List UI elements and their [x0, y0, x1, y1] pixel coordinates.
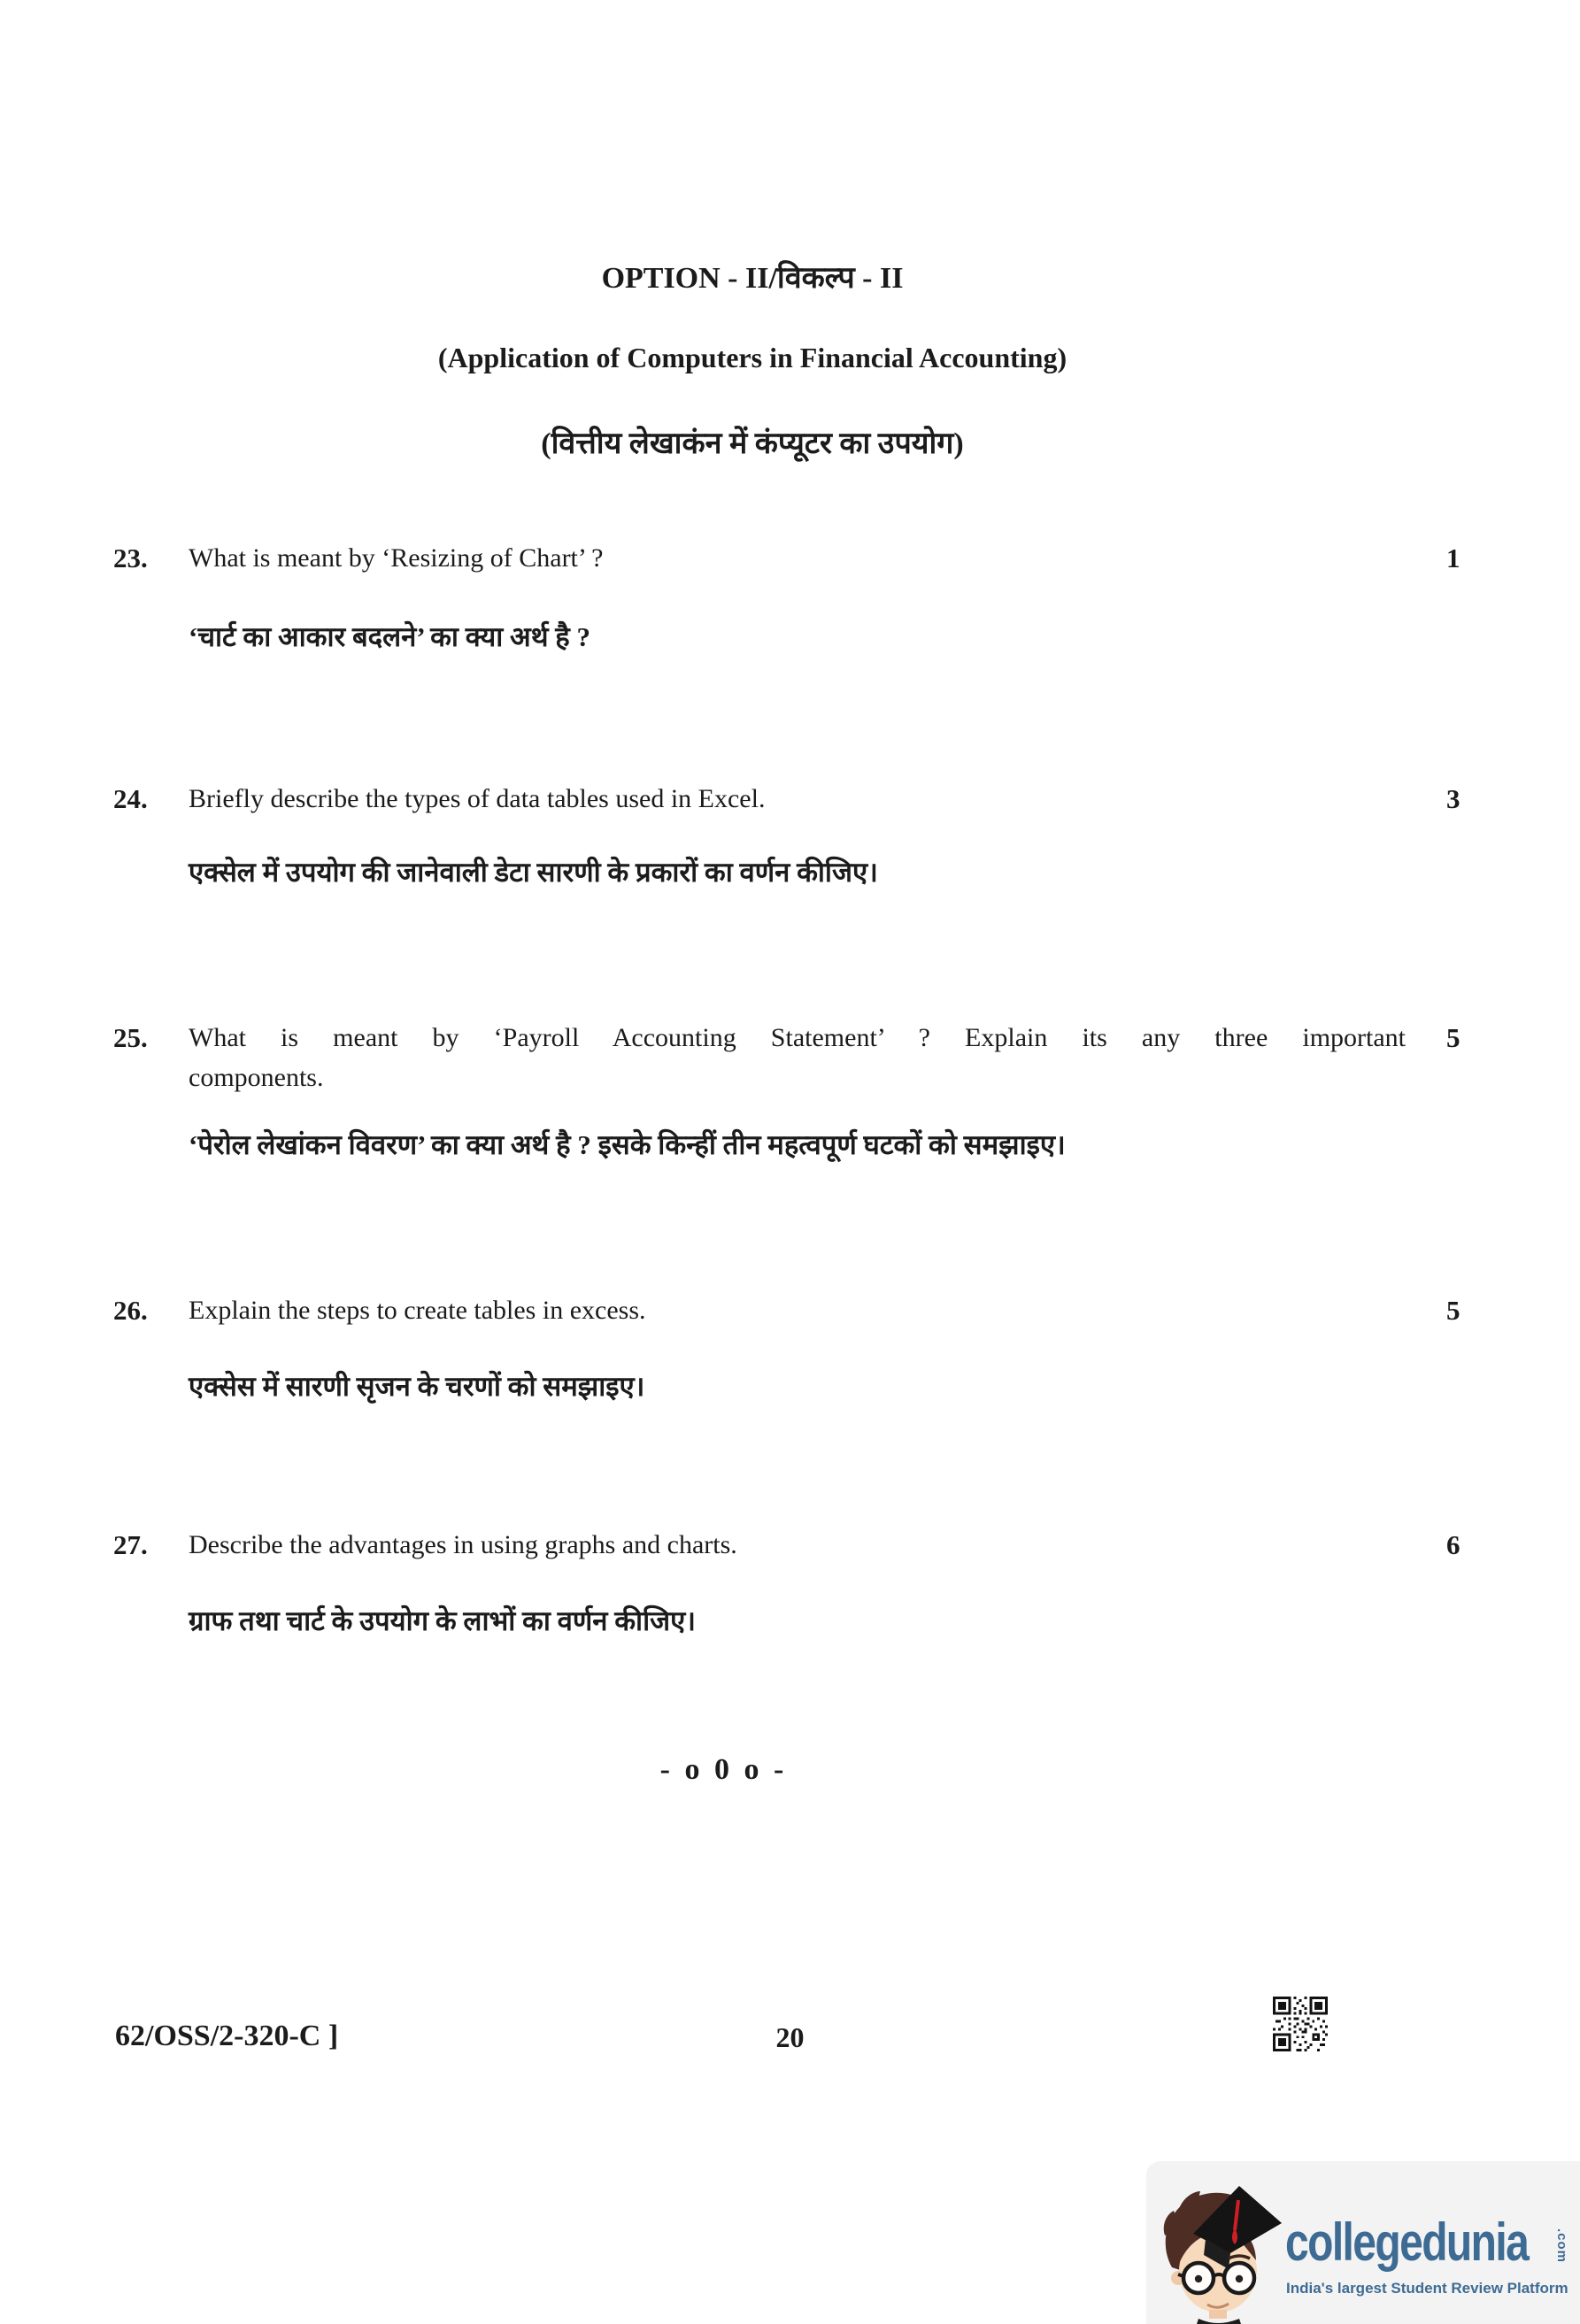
question-number: 24.: [113, 783, 148, 814]
collegedunia-tagline: India's largest Student Review Platform: [1286, 2280, 1568, 2297]
question-number: 26.: [113, 1295, 148, 1326]
question-text-hi: एक्सेल में उपयोग की जानेवाली डेटा सारणी के प्रकारों का वर्णन कीजिए।: [189, 857, 878, 888]
option-title: OPTION - II/विकल्प - II: [601, 262, 904, 295]
question-text-en: Describe the advantages in using graphs and charts.: [189, 1530, 737, 1559]
subject-title-hindi: (वित्तीय लेखाकंन में कंप्यूटर का उपयोग): [541, 427, 964, 460]
collegedunia-mascot-icon: [1152, 2179, 1283, 2324]
question-text-en: Briefly describe the types of data tables used in Excel.: [189, 784, 766, 813]
question-marks: 3: [1446, 783, 1461, 814]
question-text-hi: एक्सेस में सारणी सृजन के चरणों को समझाइए।: [189, 1371, 645, 1402]
question-text-en: Explain the steps to create tables in excess.: [189, 1296, 646, 1325]
question-number: 23.: [113, 543, 148, 573]
question-marks: 6: [1446, 1529, 1461, 1560]
question-text-en: What is meant by ‘Resizing of Chart’ ?: [189, 543, 604, 573]
collegedunia-logo-domain: .com: [1554, 2228, 1569, 2264]
end-of-paper-mark: - o 0 o -: [659, 1753, 788, 1786]
question-text-hi: ‘पेरोल लेखांकन विवरण’ का क्या अर्थ है ? इसके किन्हीं तीन महत्वपूर्ण घटकों को समझाइए।: [189, 1129, 1066, 1160]
paper-code: 62/OSS/2-320-C ]: [115, 2020, 339, 2052]
question-marks: 5: [1446, 1022, 1461, 1053]
question-number: 25.: [113, 1022, 148, 1053]
subject-title-english: (Application of Computers in Financial Accounting): [437, 342, 1067, 373]
page-number: 20: [775, 2021, 805, 2053]
question-text-hi: ग्राफ तथा चार्ट के उपयोग के लाभों का वर्णन कीजिए।: [189, 1605, 697, 1636]
question-text-hi: ‘चार्ट का आकार बदलने’ का क्या अर्थ है ?: [189, 621, 590, 652]
question-text-en: What is meant by ‘Payroll Accounting Statement’ ? Explain its any three important components.: [189, 1023, 1406, 1092]
collegedunia-logo-text: collegedunia: [1285, 2212, 1529, 2272]
question-marks: 5: [1446, 1295, 1461, 1326]
qr-code-icon: [1273, 1997, 1328, 2051]
question-number: 27.: [113, 1529, 148, 1560]
question-marks: 1: [1446, 543, 1461, 573]
